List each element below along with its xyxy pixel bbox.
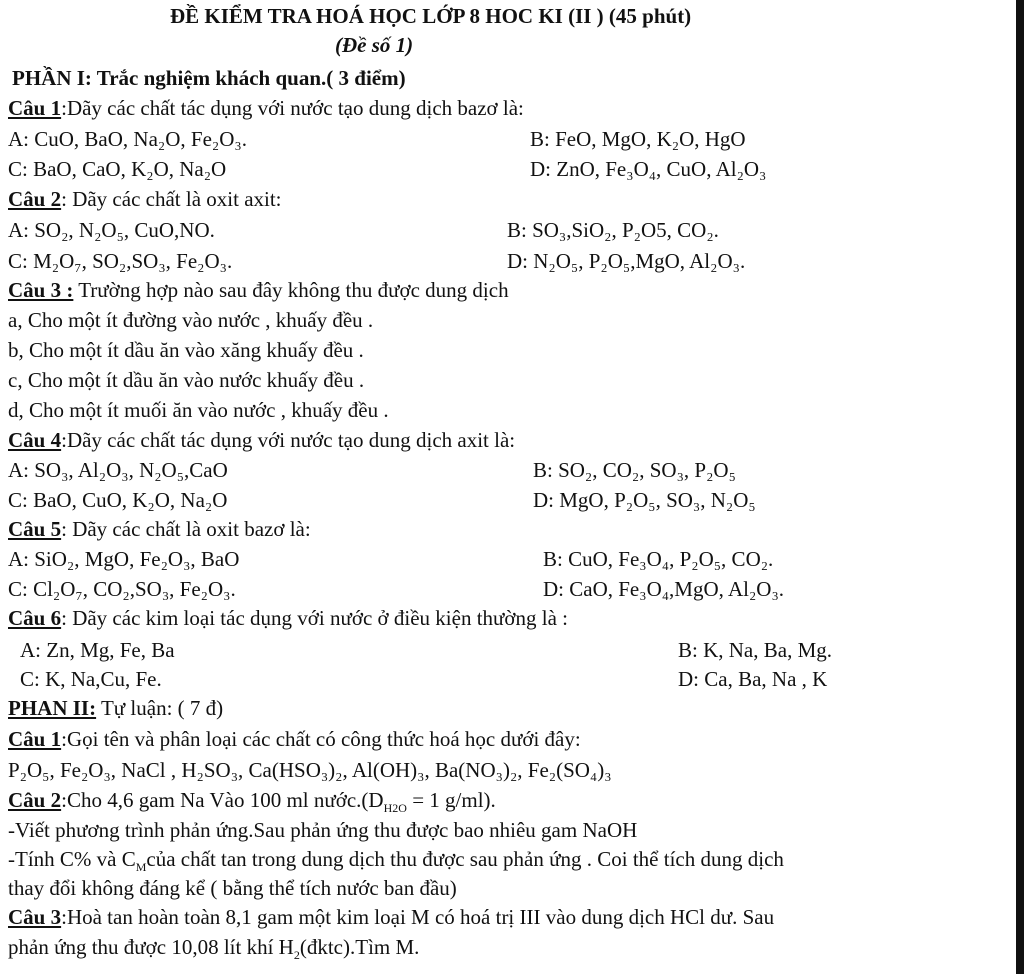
essay-q2-line-4: thay đổi không đáng kể ( bằng thể tích nước ban đầu) <box>8 876 457 900</box>
option-a: A: SO₃, Al₂O₃, N₂O₅,CaO <box>8 458 228 482</box>
question-text: :Dãy các chất tác dụng với nước tạo dung dịch axit là: <box>61 428 516 452</box>
item-a: a, Cho một ít đường vào nước , khuấy đều . <box>8 308 374 332</box>
essay-formulas: P₂O₅, Fe₂O₃, NaCl , H₂SO₃, Ca(HSO₃)₂, Al(OH)₃, Ba(NO₃)₂, Fe₂(SO₄)₃ <box>8 758 612 782</box>
density-subscript: H2O <box>383 801 407 816</box>
cm-subscript: M <box>135 860 147 875</box>
question-1 <box>8 94 524 122</box>
question-label: Câu 3 : <box>8 278 74 302</box>
question-text: : Dãy các chất là oxit axit: <box>61 187 282 211</box>
option-d: D: CaO, Fe₃O₄,MgO, Al₂O₃. <box>543 577 785 601</box>
question-text-end: = 1 g/ml). <box>406 788 496 812</box>
option-d: D: MgO, P₂O₅, SO₃, N₂O₅ <box>533 488 756 512</box>
question-text: :Hoà tan hoàn toàn 8,1 gam một kim loại M có hoá trị III vào dung dịch HCl dư. Sau <box>61 905 775 929</box>
question-text: :Dãy các chất tác dụng với nước tạo dung dịch bazơ là: <box>61 96 524 120</box>
text-part: (đktc).Tìm M. <box>299 935 420 959</box>
question-label: Câu 2 <box>8 788 62 812</box>
option-c: C: BaO, CaO, K₂O, Na₂O <box>8 157 227 181</box>
part2-heading <box>8 694 223 722</box>
question-5 <box>8 515 311 543</box>
part2-label: PHAN II: <box>8 696 97 720</box>
option-a: A: CuO, BaO, Na₂O, Fe₂O₃. <box>8 127 247 151</box>
option-a: A: SiO₂, MgO, Fe₂O₃, BaO <box>8 547 240 571</box>
option-c: C: BaO, CuO, K₂O, Na₂O <box>8 488 228 512</box>
option-b: B: FeO, MgO, K₂O, HgO <box>530 127 746 151</box>
question-label: Câu 1 <box>8 96 62 120</box>
essay-question-3 <box>8 903 774 931</box>
option-a: A: Zn, Mg, Fe, Ba <box>20 638 175 662</box>
essay-q2-line-2: -Viết phương trình phản ứng.Sau phản ứng thu được bao nhiêu gam NaOH <box>8 818 638 842</box>
item-c: c, Cho một ít dầu ăn vào nước khuấy đều . <box>8 368 365 392</box>
option-b: B: SO₂, CO₂, SO₃, P₂O₅ <box>533 458 736 482</box>
item-d: d, Cho một ít muối ăn vào nước , khuấy đều . <box>8 398 389 422</box>
text-part: phản ứng thu được 10,08 lít khí H <box>8 935 294 959</box>
option-a: A: SO₂, N₂O₅, CuO,NO. <box>8 218 215 242</box>
question-label: Câu 4 <box>8 428 62 452</box>
option-d: D: N₂O₅, P₂O₅,MgO, Al₂O₃. <box>507 249 746 273</box>
part2-text: Tự luận: ( 7 đ) <box>96 696 224 720</box>
question-text: : Dãy các chất là oxit bazơ là: <box>61 517 311 541</box>
question-label: Câu 6 <box>8 606 62 630</box>
question-text: :Cho 4,6 gam Na Vào 100 ml nước.(D <box>61 788 384 812</box>
item-b: b, Cho một ít dầu ăn vào xăng khuấy đều . <box>8 338 364 362</box>
question-label: Câu 2 <box>8 187 62 211</box>
page-edge <box>1016 0 1024 974</box>
question-3 <box>8 276 509 304</box>
option-d: D: Ca, Ba, Na , K <box>678 667 828 691</box>
option-b: B: K, Na, Ba, Mg. <box>678 638 832 662</box>
h2-subscript: 2 <box>293 948 300 963</box>
question-6 <box>8 604 568 632</box>
question-text: :Gọi tên và phân loại các chất có công thức hoá học dưới đây: <box>61 727 581 751</box>
exam-title: ĐỀ KIỂM TRA HOÁ HỌC LỚP 8 HOC KI (II ) (45 phút) <box>170 4 692 28</box>
option-c: C: M₂O₇, SO₂,SO₃, Fe₂O₃. <box>8 249 233 273</box>
essay-q3-line-2 <box>8 933 419 969</box>
essay-question-1 <box>8 725 581 753</box>
text-part: của chất tan trong dung dịch thu được sau phản ứng . Coi thể tích dung dịch <box>146 847 784 871</box>
question-label: Câu 3 <box>8 905 62 929</box>
part1-heading: PHẦN I: Trắc nghiệm khách quan.( 3 điểm) <box>12 66 406 90</box>
question-text: Trường hợp nào sau đây không thu được dung dịch <box>73 278 509 302</box>
question-label: Câu 1 <box>8 727 62 751</box>
option-d: D: ZnO, Fe₃O₄, CuO, Al₂O₃ <box>530 157 767 181</box>
option-c: C: K, Na,Cu, Fe. <box>20 667 162 691</box>
question-2 <box>8 185 282 213</box>
question-4 <box>8 426 515 454</box>
option-b: B: SO₃,SiO₂, P₂O5, CO₂. <box>507 218 719 242</box>
question-text: : Dãy các kim loại tác dụng với nước ở điều kiện thường là : <box>61 606 569 630</box>
option-c: C: Cl₂O₇, CO₂,SO₃, Fe₂O₃. <box>8 577 236 601</box>
option-b: B: CuO, Fe₃O₄, P₂O₅, CO₂. <box>543 547 774 571</box>
question-label: Câu 5 <box>8 517 62 541</box>
exam-subtitle: (Đề số 1) <box>335 33 414 57</box>
text-part: -Tính C% và C <box>8 847 136 871</box>
